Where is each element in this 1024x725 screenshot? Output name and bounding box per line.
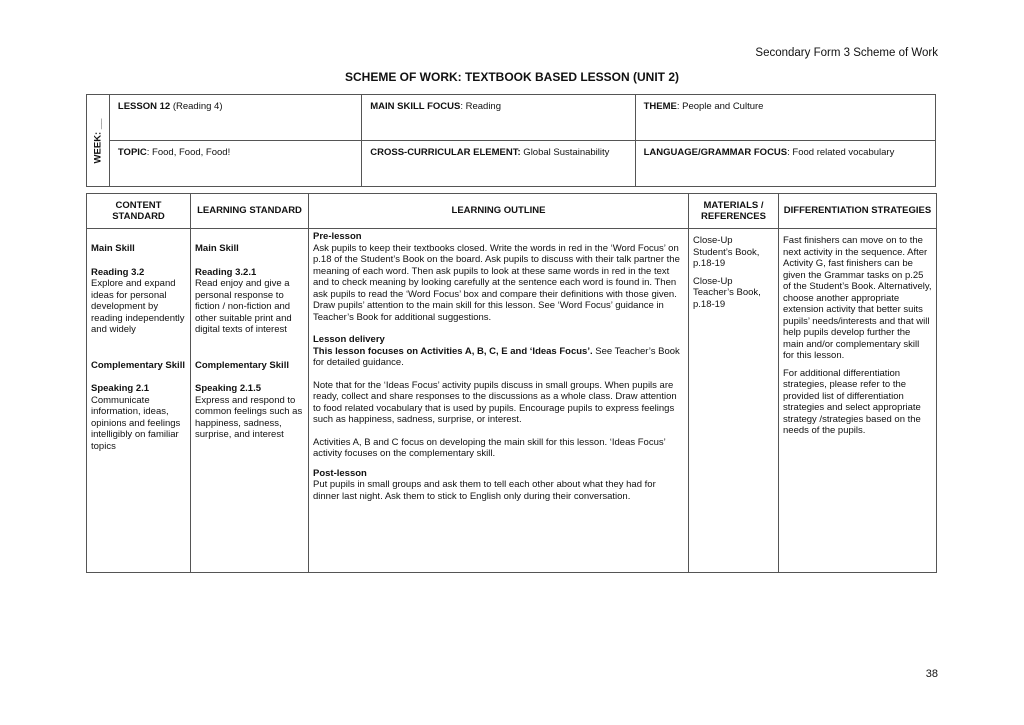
learning-outline-cell — [309, 229, 689, 573]
differentiation-cell — [779, 229, 937, 573]
differentiation-fast-finishers: Fast finishers can move on to the next activity in the sequence. After Activity G, fast finishers can be given the Grammar tasks on p.25 of the Student’s Book. Alternatively, choose another appropriate extension activity that better suits pupils’ needs/interests and that will help pupils develop further the main and/or complementary skill for this lesson. — [783, 235, 932, 361]
theme-key: THEME — [643, 101, 677, 112]
learning-speaking-text: Express and respond to common feelings such as happiness, sadness, surprise, and interest — [195, 394, 303, 440]
learning-reading-text: Read enjoy and give a personal response to fiction / non-fiction and other suitable print and digital texts of interest — [195, 278, 292, 335]
differentiation-additional: For additional differentiation strategies, please refer to the provided list of differentiation strategies and select appropriate strategy /strategies based on the needs of the pupils. — [783, 367, 921, 436]
learning-reading-code: Reading 3.2.1 — [195, 266, 257, 278]
main-skill-key: MAIN SKILL FOCUS — [370, 101, 461, 112]
activities-note: Activities A, B and C focus on developing the main skill for this lesson. ‘Ideas Focus’ activity focuses on the complementary skill. — [313, 436, 666, 459]
lesson-plan-table — [86, 193, 937, 573]
lesson-delivery-heading: Lesson delivery — [313, 334, 385, 345]
content-speaking-text: Communicate information, ideas, opinions and feelings intelligibly on familiar topics — [91, 394, 181, 452]
content-main-skill: Main Skill — [91, 243, 135, 254]
theme-value: : People and Culture — [676, 101, 764, 112]
lesson-value: (Reading 4) — [170, 101, 223, 112]
learning-complementary-skill: Complementary Skill — [195, 359, 289, 371]
topic-key: TOPIC — [117, 147, 147, 158]
document-label: Secondary Form 3 Scheme of Work — [755, 47, 938, 59]
language-focus-value: : Food related vocabulary — [787, 147, 895, 158]
content-reading-code: Reading 3.2 — [91, 266, 145, 278]
header-content-standard: CONTENT STANDARD — [87, 194, 191, 229]
cross-curricular-cell — [362, 141, 635, 187]
lesson-info-table — [86, 94, 936, 187]
content-standard-cell — [87, 229, 191, 573]
page-title: SCHEME OF WORK: TEXTBOOK BASED LESSON (UNIT 2) — [344, 70, 679, 84]
topic-value: : Food, Food, Food! — [146, 147, 231, 158]
content-speaking-code: Speaking 2.1 — [91, 383, 150, 394]
learning-main-skill: Main Skill — [195, 243, 239, 254]
language-focus-cell — [635, 141, 935, 187]
learning-standard-cell — [191, 229, 309, 573]
content-complementary-skill: Complementary Skill — [91, 359, 185, 371]
lesson-delivery-focus: This lesson focuses on Activities A, B, C, E and ‘Ideas Focus’. — [313, 345, 593, 357]
week-cell — [87, 95, 110, 187]
topic-cell — [109, 141, 361, 187]
header-learning-standard: LEARNING STANDARD — [191, 194, 309, 229]
content-reading-text: Explore and expand ideas for personal development by reading independently and widely — [91, 278, 185, 335]
lesson-cell — [109, 95, 361, 141]
theme-cell — [635, 95, 935, 141]
material-item-student-book: Close-Up Student’s Book, p.18-19 — [693, 235, 760, 269]
header-learning-outline: LEARNING OUTLINE — [309, 194, 689, 229]
cross-curricular-key: CROSS-CURRICULAR ELEMENT: — [370, 147, 521, 158]
materials-cell — [689, 229, 779, 573]
post-lesson-heading: Post-lesson — [313, 467, 367, 479]
material-item-teacher-book: Close-Up Teacher’s Book, p.18-19 — [693, 275, 761, 310]
pre-lesson-text: Ask pupils to keep their textbooks closed. Write the words in red in the ‘Word Focus’ on p.18 of the Student’s Book on the board. Ask pupils to discuss with their talk partner the meaning of each word. Then ask pupils to look at these same words in red in the text and to check meaning by looking carefully at the sentence each word is found in. Then ask pupils to read the ‘Word Focus’ box and compare their definitions with those given. Draw pupils’ attention to the main skill for this lesson. See ‘Word Focus’ guidance in Teacher’s Book for additional suggestions. — [313, 242, 680, 323]
pre-lesson-heading: Pre-lesson — [313, 231, 362, 242]
ideas-focus-note: Note that for the ‘Ideas Focus’ activity pupils discuss in small groups. When pupils are ready, collect and share responses to the discussions as a whole class. Draw attention to food related vocabulary that is used by pupils. Encourage pupils to express feelings such as happiness, sadness, surprise, or interest. — [313, 379, 677, 425]
header-materials: MATERIALS / REFERENCES — [689, 194, 779, 229]
page-number: 38 — [925, 668, 938, 680]
week-label: WEEK: __ — [92, 118, 104, 163]
language-focus-key: LANGUAGE/GRAMMAR FOCUS — [643, 147, 788, 158]
cross-curricular-value: Global Sustainability — [520, 147, 610, 158]
header-differentiation: DIFFERENTIATION STRATEGIES — [779, 194, 937, 229]
post-lesson-text: Put pupils in small groups and ask them to tell each other about what they had for dinner last night. Ask them to stick to English only during their conversation. — [313, 479, 656, 502]
learning-speaking-code: Speaking 2.1.5 — [195, 383, 262, 394]
main-skill-value: : Reading — [460, 101, 501, 112]
lesson-key: LESSON 12 — [117, 101, 171, 112]
lesson-delivery-text — [313, 346, 684, 369]
main-skill-cell — [362, 95, 635, 141]
lesson-delivery-guidance: See Teacher’s Book for detailed guidance. — [313, 345, 680, 368]
